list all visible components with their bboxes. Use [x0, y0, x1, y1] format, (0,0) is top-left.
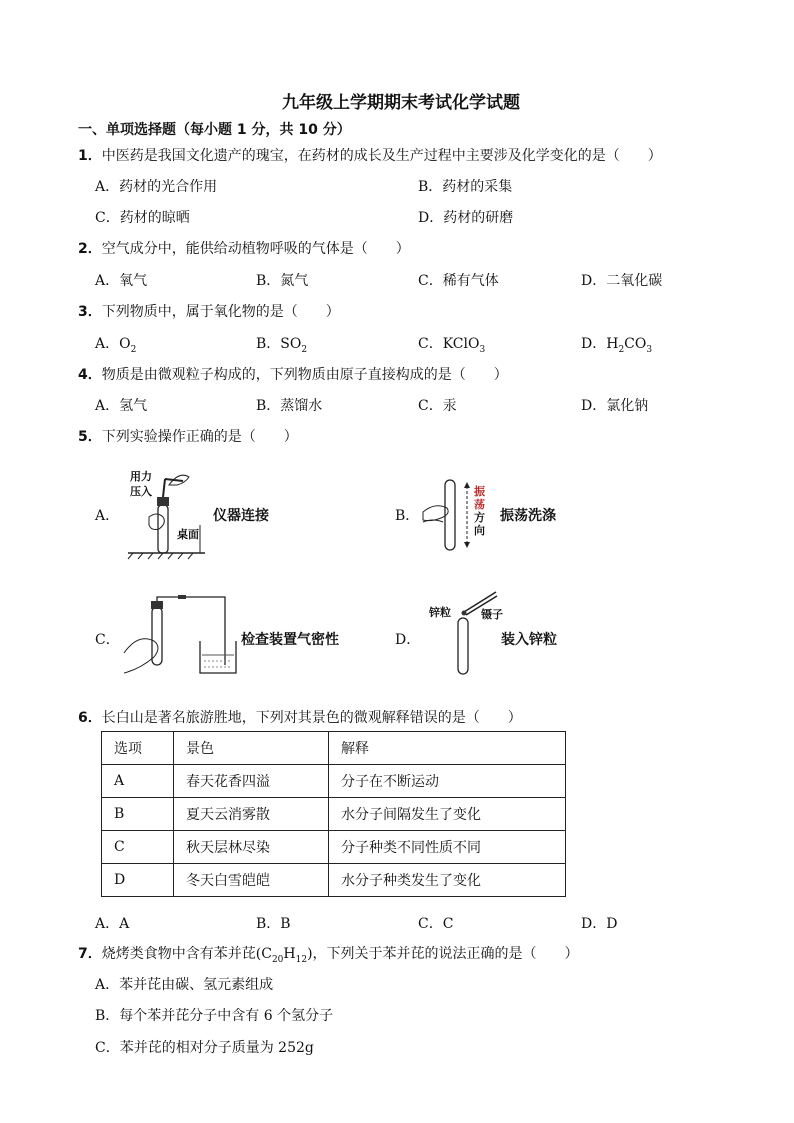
table-cell: 冬天白雪皑皑 [174, 864, 329, 897]
question-stem: 空气成分中，能供给动植物呼吸的气体是（ ） [101, 241, 410, 257]
question-stem: 中医药是我国文化遗产的瑰宝，在药材的成长及生产过程中主要涉及化学变化的是（ ） [101, 148, 662, 164]
table-row [102, 831, 566, 864]
table-header-cell: 景色 [174, 732, 329, 765]
question-stem: 下列物质中，属于氧化物的是（ ） [101, 304, 340, 320]
q6-option-b[interactable]: B．B [256, 916, 291, 932]
question-number: 4． [78, 367, 102, 383]
question-7: 7．烧烤类食物中含有苯并芘$(C_{20}H_{12})$，下列关于苯并芘的说法正确的是（ ） [78, 946, 579, 965]
q6-option-a[interactable]: A．A [95, 916, 130, 932]
table-cell: D [102, 864, 174, 897]
q5-b-caption: 振荡洗涤 [500, 508, 556, 524]
q7-option-a[interactable]: A．苯并芘由碳、氢元素组成 [95, 977, 274, 993]
table-cell: 春天花香四溢 [174, 765, 329, 798]
question-1 [78, 145, 662, 165]
q5-a-caption: 仪器连接 [213, 508, 269, 524]
q5-c-airtightness-image [120, 595, 240, 677]
q5-d-label-zinc: 锌粒 [429, 606, 451, 619]
question-stem: 物质是由微观粒子构成的，下列物质由原子直接构成的是（ ） [101, 367, 508, 383]
q4-option-b[interactable]: B．蒸馏水 [256, 398, 323, 414]
table-row [102, 765, 566, 798]
q1-option-a[interactable]: A．药材的光合作用 [95, 179, 218, 195]
q5-d-zinc-image [450, 588, 500, 678]
section-heading: 一、单项选择题（每小题 1 分，共 10 分） [78, 122, 351, 138]
q5-a-label-force: 用力 [130, 470, 152, 483]
table-cell: C [102, 831, 174, 864]
question-5 [78, 426, 298, 446]
page-title: 九年级上学期期末考试化学试题 [282, 93, 520, 113]
table-row [102, 798, 566, 831]
q2-option-c[interactable]: C．稀有气体 [418, 273, 499, 289]
q5-option-a-letter[interactable]: A． [95, 508, 120, 524]
question-3 [78, 301, 340, 321]
question-number: 6． [78, 710, 102, 726]
q4-option-d[interactable]: D．氯化钠 [581, 398, 649, 414]
q1-option-b[interactable]: B．药材的采集 [418, 179, 513, 195]
table-header-cell: 选项 [102, 732, 174, 765]
q2-option-d[interactable]: D．二氧化碳 [581, 273, 663, 289]
q4-option-c[interactable]: C．汞 [418, 398, 457, 414]
q3-option-c[interactable]: C．KClO$_3$ [418, 336, 486, 355]
question-number: 5． [78, 429, 102, 445]
q4-option-a[interactable]: A．氢气 [95, 398, 148, 414]
table-header-cell: 解释 [329, 732, 566, 765]
q3-option-d[interactable]: D．$H_2CO_3$ [581, 336, 653, 355]
q6-option-c[interactable]: C．C [418, 916, 454, 932]
question-stem: 长白山是著名旅游胜地，下列对其景色的微观解释错误的是（ ） [101, 710, 522, 726]
q3-option-b[interactable]: B．$SO_2$ [256, 336, 308, 355]
table-cell: B [102, 798, 174, 831]
question-number: 7． [78, 946, 102, 962]
q6-option-d[interactable]: D．D [581, 916, 618, 932]
question-2 [78, 238, 410, 258]
q5-b-vertical-label: 振 荡 方 向 [474, 485, 485, 537]
q2-option-b[interactable]: B．氮气 [256, 273, 309, 289]
q2-option-a[interactable]: A．氧气 [95, 273, 148, 289]
table-cell: A [102, 765, 174, 798]
q5-d-caption: 装入锌粒 [501, 632, 557, 648]
q5-c-caption: 检查装置气密性 [241, 632, 339, 648]
q3-option-a[interactable]: A．$O_2$ [95, 336, 137, 355]
table-cell: 夏天云消雾散 [174, 798, 329, 831]
question-6 [78, 707, 522, 727]
question-stem: 下列实验操作正确的是（ ） [101, 429, 298, 445]
q1-option-c[interactable]: C．药材的晾晒 [95, 210, 190, 226]
question-4 [78, 364, 508, 384]
table-cell: 分子在不断运动 [329, 765, 566, 798]
q7-option-c[interactable]: C．苯并芘的相对分子质量为 252g [95, 1040, 314, 1056]
q1-option-d[interactable]: D．药材的研磨 [418, 210, 514, 226]
q7-option-b[interactable]: B．每个苯并芘分子中含有 6 个氢分子 [95, 1008, 334, 1024]
question-number: 1． [78, 148, 102, 164]
q5-a-label-press: 压入 [130, 485, 152, 498]
question-number: 3． [78, 304, 102, 320]
q5-a-label-desk: 桌面 [177, 528, 199, 541]
table-header-row [102, 732, 566, 765]
q6-table [101, 731, 566, 897]
table-cell: 水分子种类发生了变化 [329, 864, 566, 897]
q5-a-apparatus-image [125, 465, 210, 560]
q5-option-c-letter[interactable]: C． [95, 632, 120, 648]
q5-option-d-letter[interactable]: D． [395, 632, 421, 648]
table-cell: 分子种类不同性质不同 [329, 831, 566, 864]
table-cell: 秋天层林尽染 [174, 831, 329, 864]
table-row [102, 864, 566, 897]
q5-d-label-tweezers: 镊子 [481, 608, 503, 621]
table-cell: 水分子间隔发生了变化 [329, 798, 566, 831]
q5-option-b-letter[interactable]: B． [395, 508, 420, 524]
q5-b-test-tube-image [415, 478, 475, 558]
question-number: 2． [78, 241, 102, 257]
